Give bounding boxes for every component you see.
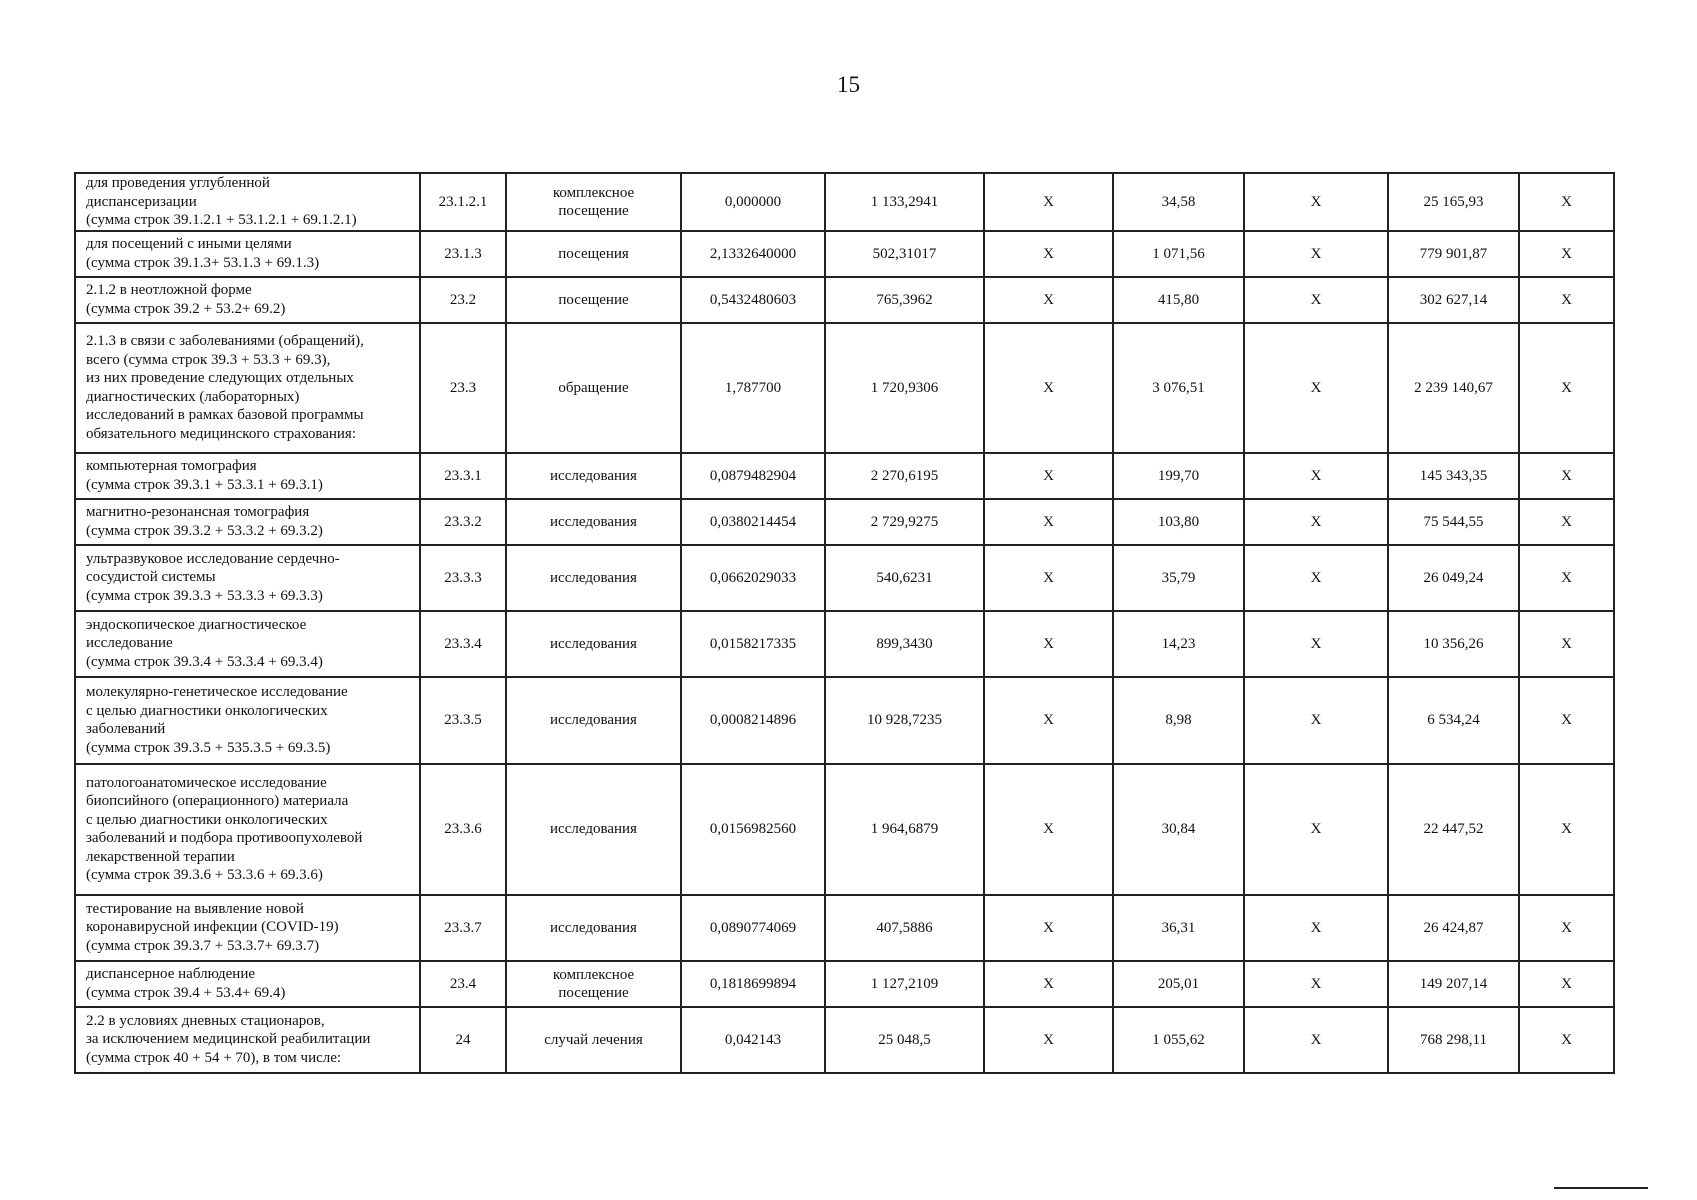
row-description	[75, 764, 420, 895]
table-row	[75, 961, 1614, 1007]
row-description-line: тестирование на выявление новой	[86, 900, 304, 917]
x-mark: X	[1519, 323, 1614, 453]
value-1: 30,84	[1113, 764, 1244, 895]
table-row	[75, 231, 1614, 277]
x-mark: X	[1519, 961, 1614, 1007]
value-2: 75 544,55	[1388, 499, 1519, 545]
unit-of-measure-line: исследования	[550, 569, 637, 586]
x-mark: X	[984, 231, 1113, 277]
row-description-line: (сумма строк 39.3.2 + 53.3.2 + 69.3.2)	[86, 522, 323, 539]
row-description-line: компьютерная томография	[86, 458, 257, 474]
row-description-line: за исключением медицинской реабилитации	[86, 1031, 371, 1048]
data-table	[74, 172, 1615, 1074]
bottom-rule	[1554, 1187, 1648, 1189]
unit-of-measure	[506, 323, 681, 453]
unit-of-measure-line: исследования	[550, 467, 637, 484]
unit-of-measure-line: исследования	[550, 513, 637, 530]
row-description-line: (сумма строк 39.2 + 53.2+ 69.2)	[86, 300, 286, 317]
row-code: 23.4	[420, 961, 506, 1007]
x-mark: X	[1244, 764, 1388, 895]
unit-of-measure-line: обращение	[558, 379, 629, 396]
row-description-line: биопсийного (операционного) материала	[86, 793, 349, 809]
row-description-line: магнитно-резонансная томография	[86, 504, 310, 520]
unit-of-measure	[506, 677, 681, 764]
value-2: 145 343,35	[1388, 453, 1519, 499]
unit-of-measure-line: посещение	[558, 984, 629, 1001]
row-description-line: заболеваний	[86, 721, 166, 737]
unit-of-measure-line: посещение	[558, 202, 629, 219]
row-description-line: (сумма строк 39.3.4 + 53.3.4 + 69.3.4)	[86, 653, 323, 670]
row-description-line: исследований в рамках базовой программы	[86, 407, 364, 423]
norm-value: 0,0008214896	[681, 677, 825, 764]
x-mark: X	[1519, 1007, 1614, 1073]
x-mark: X	[1244, 323, 1388, 453]
row-description	[75, 231, 420, 277]
table-row	[75, 453, 1614, 499]
row-description-line: (сумма строк 39.3.1 + 53.3.1 + 69.3.1)	[86, 476, 323, 493]
row-description-line: заболеваний и подбора противоопухолевой	[86, 830, 363, 846]
x-mark: X	[1519, 895, 1614, 961]
x-mark: X	[984, 1007, 1113, 1073]
row-description-line: (сумма строк 39.4 + 53.4+ 69.4)	[86, 984, 286, 1001]
unit-of-measure-line: исследования	[550, 821, 637, 837]
cost-value: 2 270,6195	[825, 453, 984, 499]
row-description	[75, 499, 420, 545]
norm-value: 0,000000	[681, 173, 825, 231]
norm-value: 0,0890774069	[681, 895, 825, 961]
row-description-line: лекарственной терапии	[86, 848, 235, 865]
norm-value: 0,0158217335	[681, 611, 825, 677]
x-mark: X	[1244, 961, 1388, 1007]
value-1: 1 055,62	[1113, 1007, 1244, 1073]
row-description-line: диспансерное наблюдение	[86, 966, 256, 982]
x-mark: X	[1519, 499, 1614, 545]
row-code: 23.3.5	[420, 677, 506, 764]
row-description-line: коронавирусной инфекции (COVID-19)	[86, 919, 339, 936]
row-description-line: эндоскопическое диагностическое	[86, 616, 307, 633]
value-1: 1 071,56	[1113, 231, 1244, 277]
x-mark: X	[984, 277, 1113, 323]
row-description-line: 2.1.3 в связи с заболеваниями (обращений),	[86, 333, 364, 349]
row-code: 23.3.1	[420, 453, 506, 499]
table-row	[75, 277, 1614, 323]
unit-of-measure	[506, 545, 681, 611]
cost-value: 10 928,7235	[825, 677, 984, 764]
row-description	[75, 611, 420, 677]
norm-value: 0,0156982560	[681, 764, 825, 895]
cost-value: 765,3962	[825, 277, 984, 323]
row-code: 23.3.7	[420, 895, 506, 961]
x-mark: X	[984, 611, 1113, 677]
x-mark: X	[1244, 499, 1388, 545]
norm-value: 1,787700	[681, 323, 825, 453]
value-2: 2 239 140,67	[1388, 323, 1519, 453]
row-description	[75, 895, 420, 961]
row-description-line: обязательного медицинского страхования:	[86, 425, 356, 442]
x-mark: X	[1244, 173, 1388, 231]
row-code: 23.3.2	[420, 499, 506, 545]
value-1: 103,80	[1113, 499, 1244, 545]
row-description-line: 2.2 в условиях дневных стационаров,	[86, 1012, 325, 1029]
unit-of-measure	[506, 611, 681, 677]
x-mark: X	[1519, 453, 1614, 499]
value-1: 415,80	[1113, 277, 1244, 323]
row-description-line: (сумма строк 39.3.3 + 53.3.3 + 69.3.3)	[86, 587, 323, 604]
table-row	[75, 173, 1614, 231]
row-description	[75, 961, 420, 1007]
x-mark: X	[1244, 545, 1388, 611]
row-description	[75, 677, 420, 764]
unit-of-measure-line: комплексное	[552, 184, 635, 201]
value-2: 779 901,87	[1388, 231, 1519, 277]
row-code: 23.3.6	[420, 764, 506, 895]
norm-value: 0,0380214454	[681, 499, 825, 545]
norm-value: 0,5432480603	[681, 277, 825, 323]
row-description	[75, 453, 420, 499]
unit-of-measure	[506, 277, 681, 323]
row-code: 24	[420, 1007, 506, 1073]
row-code: 23.3.4	[420, 611, 506, 677]
row-description	[75, 323, 420, 453]
table-row	[75, 1007, 1614, 1073]
value-2: 6 534,24	[1388, 677, 1519, 764]
row-description-line: диспансеризации	[86, 193, 197, 210]
unit-of-measure-line: исследования	[550, 919, 637, 936]
x-mark: X	[1519, 277, 1614, 323]
norm-value: 0,0662029033	[681, 545, 825, 611]
norm-value: 0,1818699894	[681, 961, 825, 1007]
value-2: 26 049,24	[1388, 545, 1519, 611]
row-description-line: 2.1.2 в неотложной форме	[86, 282, 252, 298]
value-1: 36,31	[1113, 895, 1244, 961]
row-code: 23.1.2.1	[420, 173, 506, 231]
row-description	[75, 1007, 420, 1073]
unit-of-measure-line: исследования	[550, 635, 637, 652]
table-row	[75, 677, 1614, 764]
table-row	[75, 323, 1614, 453]
row-description-line: молекулярно-генетическое исследование	[86, 684, 348, 700]
row-description-line: (сумма строк 39.1.3+ 53.1.3 + 69.1.3)	[86, 254, 320, 271]
row-description-line: для посещений с иными целями	[86, 236, 292, 252]
x-mark: X	[1519, 545, 1614, 611]
cost-value: 899,3430	[825, 611, 984, 677]
row-code: 23.3.3	[420, 545, 506, 611]
x-mark: X	[1244, 611, 1388, 677]
norm-value: 2,1332640000	[681, 231, 825, 277]
value-1: 35,79	[1113, 545, 1244, 611]
unit-of-measure	[506, 453, 681, 499]
norm-value: 0,0879482904	[681, 453, 825, 499]
cost-value: 1 133,2941	[825, 173, 984, 231]
cost-value: 1 127,2109	[825, 961, 984, 1007]
page-number: 15	[837, 72, 860, 97]
row-description-line: всего (сумма строк 39.3 + 53.3 + 69.3),	[86, 351, 331, 368]
x-mark: X	[984, 453, 1113, 499]
unit-of-measure	[506, 231, 681, 277]
x-mark: X	[1244, 277, 1388, 323]
unit-of-measure-line: исследования	[550, 712, 637, 728]
row-description-line: для проведения углубленной	[86, 175, 270, 191]
x-mark: X	[984, 764, 1113, 895]
row-description-line: (сумма строк 39.3.5 + 535.3.5 + 69.3.5)	[86, 739, 331, 756]
unit-of-measure	[506, 961, 681, 1007]
x-mark: X	[1519, 677, 1614, 764]
row-description-line: (сумма строк 40 + 54 + 70), в том числе:	[86, 1049, 342, 1066]
x-mark: X	[984, 895, 1113, 961]
value-1: 14,23	[1113, 611, 1244, 677]
value-2: 25 165,93	[1388, 173, 1519, 231]
row-code: 23.1.3	[420, 231, 506, 277]
value-2: 22 447,52	[1388, 764, 1519, 895]
cost-value: 1 720,9306	[825, 323, 984, 453]
value-1: 3 076,51	[1113, 323, 1244, 453]
x-mark: X	[1244, 453, 1388, 499]
x-mark: X	[984, 323, 1113, 453]
unit-of-measure	[506, 895, 681, 961]
cost-value: 2 729,9275	[825, 499, 984, 545]
x-mark: X	[984, 677, 1113, 764]
value-1: 205,01	[1113, 961, 1244, 1007]
unit-of-measure-line: посещения	[558, 245, 629, 262]
x-mark: X	[1244, 895, 1388, 961]
unit-of-measure	[506, 1007, 681, 1073]
value-2: 768 298,11	[1388, 1007, 1519, 1073]
unit-of-measure-line: комплексное	[552, 966, 635, 983]
row-code: 23.2	[420, 277, 506, 323]
row-description-line: (сумма строк 39.3.6 + 53.3.6 + 69.3.6)	[86, 867, 323, 883]
table-row	[75, 499, 1614, 545]
x-mark: X	[1519, 231, 1614, 277]
norm-value: 0,042143	[681, 1007, 825, 1073]
unit-of-measure	[506, 499, 681, 545]
table-row	[75, 895, 1614, 961]
x-mark: X	[1244, 1007, 1388, 1073]
row-description	[75, 277, 420, 323]
cost-value: 502,31017	[825, 231, 984, 277]
value-1: 8,98	[1113, 677, 1244, 764]
table-row	[75, 764, 1614, 895]
table-row	[75, 545, 1614, 611]
x-mark: X	[1244, 677, 1388, 764]
cost-value: 1 964,6879	[825, 764, 984, 895]
value-1: 199,70	[1113, 453, 1244, 499]
unit-of-measure	[506, 764, 681, 895]
x-mark: X	[1519, 611, 1614, 677]
x-mark: X	[1244, 231, 1388, 277]
row-description-line: из них проведение следующих отдельных	[86, 370, 354, 386]
row-description-line: сосудистой системы	[86, 569, 216, 586]
row-description-line: (сумма строк 39.1.2.1 + 53.1.2.1 + 69.1.2.1)	[86, 212, 357, 228]
x-mark: X	[984, 961, 1113, 1007]
value-1: 34,58	[1113, 173, 1244, 231]
unit-of-measure-line: посещение	[558, 291, 629, 308]
x-mark: X	[1519, 173, 1614, 231]
row-description-line: с целью диагностики онкологических	[86, 811, 328, 828]
row-code: 23.3	[420, 323, 506, 453]
x-mark: X	[1519, 764, 1614, 895]
row-description-line: с целью диагностики онкологических	[86, 702, 328, 719]
unit-of-measure	[506, 173, 681, 231]
x-mark: X	[984, 173, 1113, 231]
cost-value: 407,5886	[825, 895, 984, 961]
row-description-line: патологоанатомическое исследование	[86, 774, 327, 791]
unit-of-measure-line: случай лечения	[544, 1031, 643, 1048]
x-mark: X	[984, 499, 1113, 545]
table-row	[75, 611, 1614, 677]
value-2: 10 356,26	[1388, 611, 1519, 677]
row-description-line: исследование	[86, 635, 173, 652]
row-description-line: диагностических (лабораторных)	[86, 388, 300, 405]
cost-value: 25 048,5	[825, 1007, 984, 1073]
value-2: 302 627,14	[1388, 277, 1519, 323]
row-description-line: ультразвуковое исследование сердечно-	[86, 550, 340, 567]
x-mark: X	[984, 545, 1113, 611]
value-2: 26 424,87	[1388, 895, 1519, 961]
row-description	[75, 545, 420, 611]
row-description	[75, 173, 420, 231]
value-2: 149 207,14	[1388, 961, 1519, 1007]
row-description-line: (сумма строк 39.3.7 + 53.3.7+ 69.3.7)	[86, 937, 320, 954]
cost-value: 540,6231	[825, 545, 984, 611]
